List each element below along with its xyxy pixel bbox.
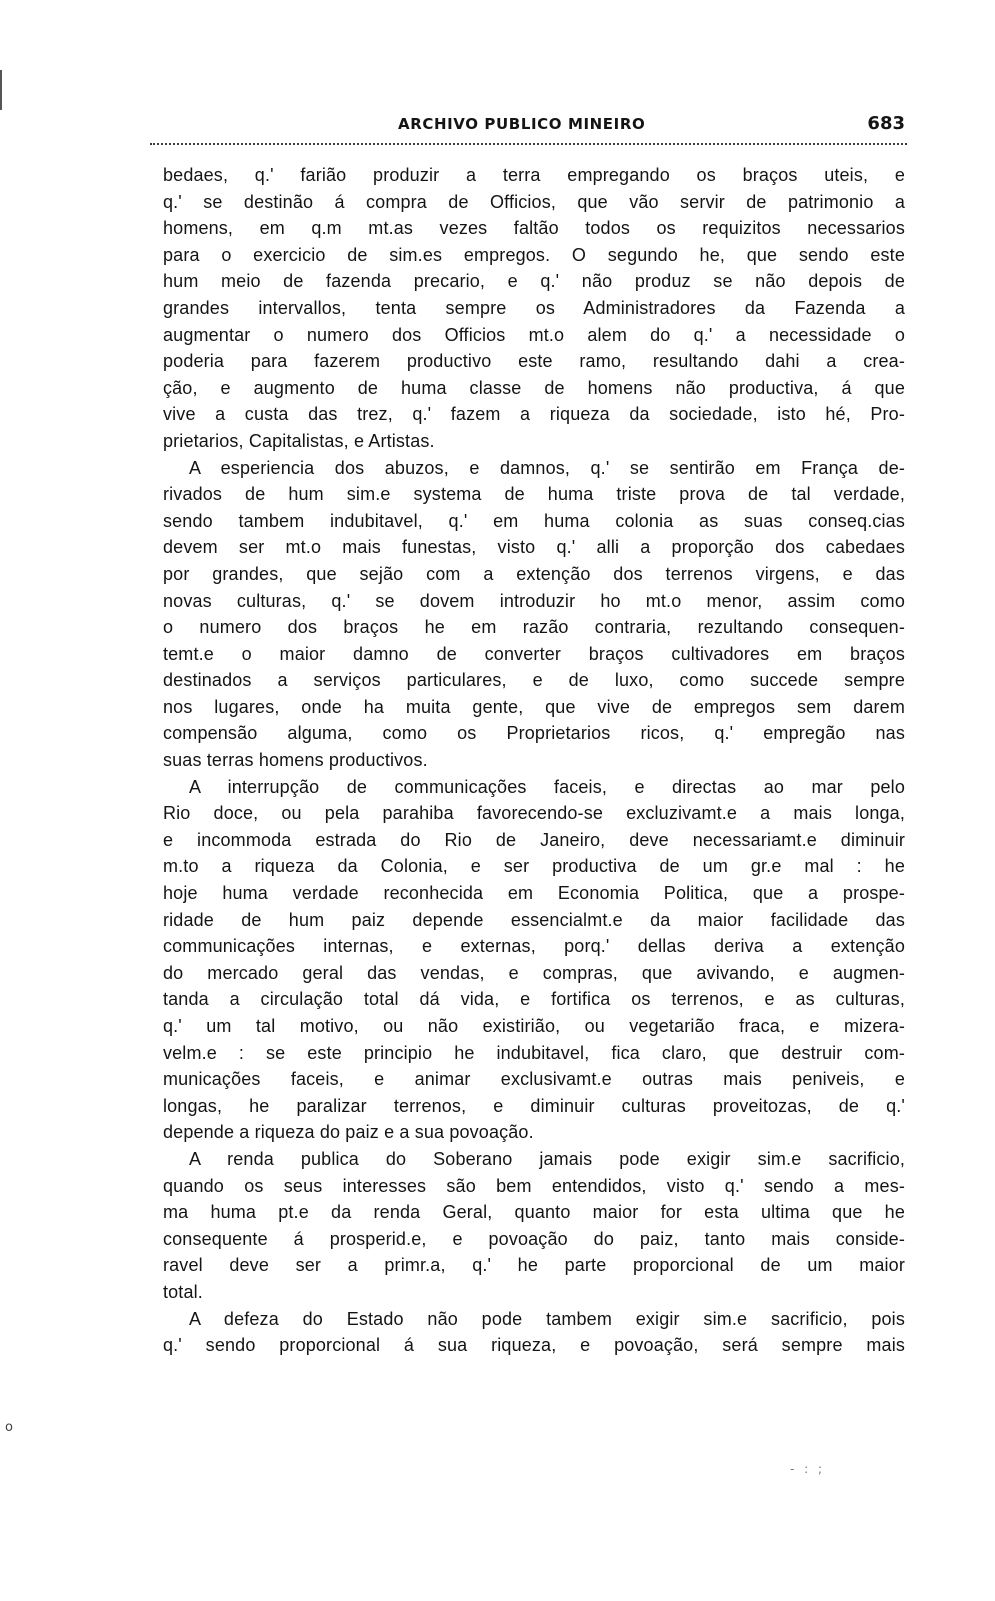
text-line: augmentar o numero dos Officios mt.o alem do q.' a necessidade o [163, 324, 905, 345]
text-line: quando os seus interesses são bem entendidos, visto q.' sendo a mes- [163, 1175, 905, 1196]
text-line: bedaes, q.' farião produzir a terra empregando os braços uteis, e [163, 165, 905, 185]
text-line: m.to a riqueza da Colonia, e ser productiva de um gr.e mal : he [163, 856, 905, 877]
text-line: prietarios, Capitalistas, e Artistas. [163, 430, 435, 451]
text-line: hum meio de fazenda precario, e q.' não produz se não depois de [163, 271, 905, 292]
text-line: poderia para fazerem productivo este ramo, resultando dahi a crea- [163, 351, 905, 372]
text-line: por grandes, que sejão com a extenção dos terrenos virgens, e das [163, 563, 905, 584]
text-line: nos lugares, onde ha muita gente, que vive de empregos sem darem [163, 696, 905, 717]
text-line: hoje huma verdade reconhecida em Economia Politica, que a prospe- [163, 883, 905, 904]
text-line: vive a custa das trez, q.' fazem a riqueza da sociedade, isto hé, Pro- [163, 404, 905, 425]
text-line: tanda a circulação total dá vida, e fortifica os terrenos, e as culturas, [163, 989, 905, 1010]
paragraph [163, 1306, 905, 1359]
paragraph [163, 162, 905, 455]
text-line: para o exercicio de sim.es empregos. O segundo he, que sendo este [163, 244, 905, 265]
paragraph [163, 1146, 905, 1306]
text-line: A esperiencia dos abuzos, e damnos, q.' se sentirão em França de- [189, 457, 905, 478]
text-line: A interrupção de communicações faceis, e directas ao mar pelo [189, 776, 905, 797]
page-number: 683 [867, 113, 905, 134]
margin-mark-circle: o [5, 1420, 13, 1435]
text-line: ridade de hum paiz depende essencialmt.e da maior facilidade das [163, 909, 905, 930]
text-line: homens, em q.m mt.as vezes faltão todos os requizitos necessarios [163, 218, 905, 239]
text-line: A renda publica do Soberano jamais pode exigir sim.e sacrificio, [189, 1148, 905, 1169]
text-line: communicações internas, e externas, porq.' dellas deriva a extenção [163, 936, 905, 957]
margin-mark-dots: - : ; [790, 1462, 826, 1476]
text-line: devem ser mt.o mais funestas, visto q.' alli a proporção dos cabedaes [163, 537, 905, 558]
text-line: do mercado geral das vendas, e compras, que avivando, e augmen- [163, 962, 905, 983]
text-line: ção, e augmento de huma classe de homens não productiva, á que [163, 377, 905, 398]
text-line: e incommoda estrada do Rio de Janeiro, deve necessariamt.e diminuir [163, 829, 905, 850]
text-line: grandes intervallos, tenta sempre os Administradores da Fazenda a [163, 297, 905, 318]
text-line: ma huma pt.e da renda Geral, quanto maior for esta ultima que he [163, 1202, 905, 1223]
header-rule [150, 143, 907, 145]
scan-edge-mark [0, 70, 8, 110]
text-line: A defeza do Estado não pode tambem exigir sim.e sacrificio, pois [189, 1308, 905, 1329]
text-line: q.' sendo proporcional á sua riqueza, e povoação, será sempre mais [163, 1335, 905, 1356]
text-line: Rio doce, ou pela parahiba favorecendo-se excluzivamt.e a mais longa, [163, 803, 905, 824]
text-line: q.' um tal motivo, ou não existirião, ou vegetarião fraca, e mizera- [163, 1016, 905, 1036]
text-line: temt.e o maior damno de converter braços cultivadores em braços [163, 643, 905, 664]
text-line: novas culturas, q.' se dovem introduzir ho mt.o menor, assim como [163, 590, 905, 611]
text-line: destinados a serviços particulares, e de luxo, como succede sempre [163, 670, 905, 691]
text-line: velm.e : se este principio he indubitavel, fica claro, que destruir com- [163, 1042, 905, 1063]
text-line: total. [163, 1281, 203, 1302]
text-line: consequente á prosperid.e, e povoação do paiz, tanto mais conside- [163, 1228, 905, 1249]
text-line: depende a riqueza do paiz e a sua povoação. [163, 1122, 534, 1143]
text-line: ravel deve ser a primr.a, q.' he parte proporcional de um maior [163, 1255, 905, 1276]
paragraph [163, 455, 905, 774]
running-title: ARCHIVO PUBLICO MINEIRO [398, 115, 646, 133]
body-text [163, 162, 905, 1359]
text-line: q.' se destinão á compra de Officios, que vão servir de patrimonio a [163, 191, 905, 212]
text-line: rivados de hum sim.e systema de huma triste prova de tal verdade, [163, 484, 905, 505]
paragraph [163, 774, 905, 1146]
text-line: sendo tambem indubitavel, q.' em huma colonia as suas conseq.cias [163, 510, 905, 531]
page-header [163, 113, 905, 141]
text-line: longas, he paralizar terrenos, e diminuir culturas proveitozas, de q.' [163, 1095, 905, 1116]
text-line: compensão alguma, como os Proprietarios ricos, q.' empregão nas [163, 723, 905, 744]
text-line: municações faceis, e animar exclusivamt.e outras mais peniveis, e [163, 1069, 905, 1090]
text-line: suas terras homens productivos. [163, 750, 428, 771]
text-line: o numero dos braços he em razão contraria, rezultando consequen- [163, 617, 905, 638]
